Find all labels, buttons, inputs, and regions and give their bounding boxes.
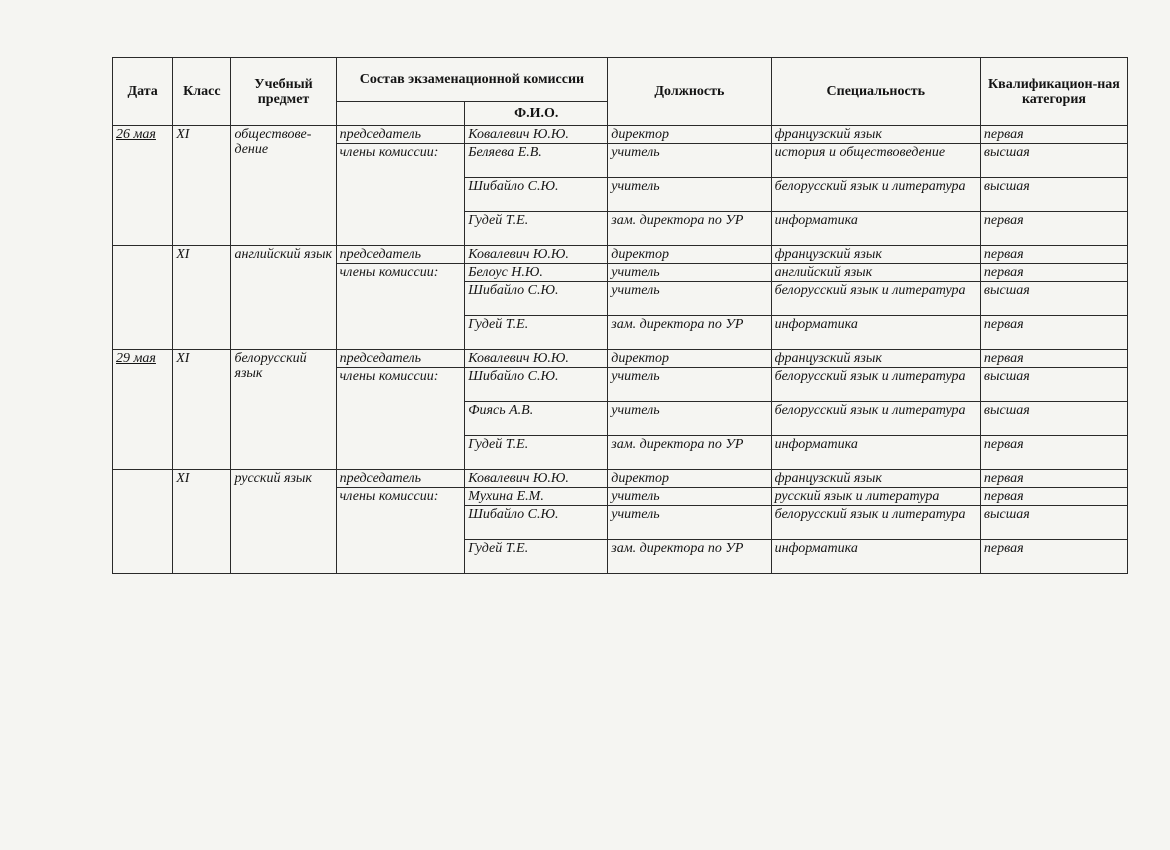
cell-speciality: французский язык (771, 350, 980, 368)
cell-role: члены комиссии: (336, 264, 465, 350)
header-role-blank (336, 102, 465, 126)
header-fio: Ф.И.О. (465, 102, 608, 126)
cell-position: зам. директора по УР (608, 540, 771, 574)
cell-fio: Шибайло С.Ю. (465, 506, 608, 540)
header-class: Класс (173, 58, 231, 126)
cell-fio: Ковалевич Ю.Ю. (465, 246, 608, 264)
cell-speciality: информатика (771, 436, 980, 470)
cell-fio: Ковалевич Ю.Ю. (465, 350, 608, 368)
cell-role: члены комиссии: (336, 144, 465, 246)
cell-category: первая (980, 126, 1127, 144)
cell-class: XI (173, 350, 231, 470)
cell-position: директор (608, 350, 771, 368)
cell-role: председатель (336, 126, 465, 144)
cell-fio: Гудей Т.Е. (465, 316, 608, 350)
cell-speciality: французский язык (771, 126, 980, 144)
table-row (113, 246, 1128, 264)
cell-speciality: информатика (771, 316, 980, 350)
cell-position: зам. директора по УР (608, 436, 771, 470)
cell-speciality: белорусский язык и литература (771, 282, 980, 316)
cell-speciality: французский язык (771, 470, 980, 488)
cell-position: учитель (608, 368, 771, 402)
cell-category: высшая (980, 178, 1127, 212)
cell-category: первая (980, 470, 1127, 488)
cell-category: первая (980, 488, 1127, 506)
cell-date (113, 246, 173, 350)
cell-class: XI (173, 246, 231, 350)
cell-fio: Ковалевич Ю.Ю. (465, 126, 608, 144)
cell-subject: обществове-дение (231, 126, 336, 246)
cell-speciality: белорусский язык и литература (771, 402, 980, 436)
cell-speciality: белорусский язык и литература (771, 506, 980, 540)
cell-fio: Белоус Н.Ю. (465, 264, 608, 282)
cell-category: первая (980, 212, 1127, 246)
table-header (113, 58, 1128, 126)
cell-fio: Беляева Е.В. (465, 144, 608, 178)
cell-speciality: история и обществоведение (771, 144, 980, 178)
cell-fio: Ковалевич Ю.Ю. (465, 470, 608, 488)
header-subject: Учебный предмет (231, 58, 336, 126)
cell-position: зам. директора по УР (608, 212, 771, 246)
cell-fio: Гудей Т.Е. (465, 540, 608, 574)
cell-role: председатель (336, 246, 465, 264)
exam-commission-table (112, 57, 1128, 574)
cell-date: 29 мая (113, 350, 173, 470)
cell-category: высшая (980, 282, 1127, 316)
cell-category: первая (980, 540, 1127, 574)
cell-position: директор (608, 246, 771, 264)
cell-fio: Шибайло С.Ю. (465, 282, 608, 316)
cell-fio: Гудей Т.Е. (465, 212, 608, 246)
cell-category: первая (980, 264, 1127, 282)
header-position: Должность (608, 58, 771, 126)
cell-speciality: французский язык (771, 246, 980, 264)
cell-category: первая (980, 350, 1127, 368)
cell-role: председатель (336, 470, 465, 488)
cell-role: члены комиссии: (336, 368, 465, 470)
cell-subject: английский язык (231, 246, 336, 350)
cell-class: XI (173, 470, 231, 574)
cell-position: учитель (608, 144, 771, 178)
cell-fio: Шибайло С.Ю. (465, 178, 608, 212)
cell-category: высшая (980, 402, 1127, 436)
cell-speciality: английский язык (771, 264, 980, 282)
table-row (113, 350, 1128, 368)
cell-speciality: информатика (771, 212, 980, 246)
cell-role: председатель (336, 350, 465, 368)
table-row (113, 126, 1128, 144)
header-qualification: Квалификацион-ная категория (980, 58, 1127, 126)
header-date: Дата (113, 58, 173, 126)
cell-class: XI (173, 126, 231, 246)
cell-position: учитель (608, 282, 771, 316)
cell-position: директор (608, 470, 771, 488)
cell-speciality: русский язык и литература (771, 488, 980, 506)
cell-category: высшая (980, 368, 1127, 402)
cell-date (113, 470, 173, 574)
cell-category: первая (980, 246, 1127, 264)
cell-fio: Мухина Е.М. (465, 488, 608, 506)
table-body (113, 126, 1128, 574)
header-commission: Состав экзаменационной комиссии (336, 58, 608, 102)
cell-speciality: информатика (771, 540, 980, 574)
table-row (113, 470, 1128, 488)
cell-fio: Фиясь А.В. (465, 402, 608, 436)
header-speciality: Специальность (771, 58, 980, 126)
cell-fio: Гудей Т.Е. (465, 436, 608, 470)
cell-fio: Шибайло С.Ю. (465, 368, 608, 402)
cell-subject: белорусский язык (231, 350, 336, 470)
cell-subject: русский язык (231, 470, 336, 574)
cell-category: первая (980, 436, 1127, 470)
cell-speciality: белорусский язык и литература (771, 178, 980, 212)
cell-position: учитель (608, 178, 771, 212)
cell-speciality: белорусский язык и литература (771, 368, 980, 402)
cell-role: члены комиссии: (336, 488, 465, 574)
cell-position: учитель (608, 402, 771, 436)
cell-position: учитель (608, 488, 771, 506)
cell-category: высшая (980, 144, 1127, 178)
cell-category: первая (980, 316, 1127, 350)
cell-category: высшая (980, 506, 1127, 540)
cell-date: 26 мая (113, 126, 173, 246)
cell-position: зам. директора по УР (608, 316, 771, 350)
cell-position: директор (608, 126, 771, 144)
cell-position: учитель (608, 506, 771, 540)
cell-position: учитель (608, 264, 771, 282)
